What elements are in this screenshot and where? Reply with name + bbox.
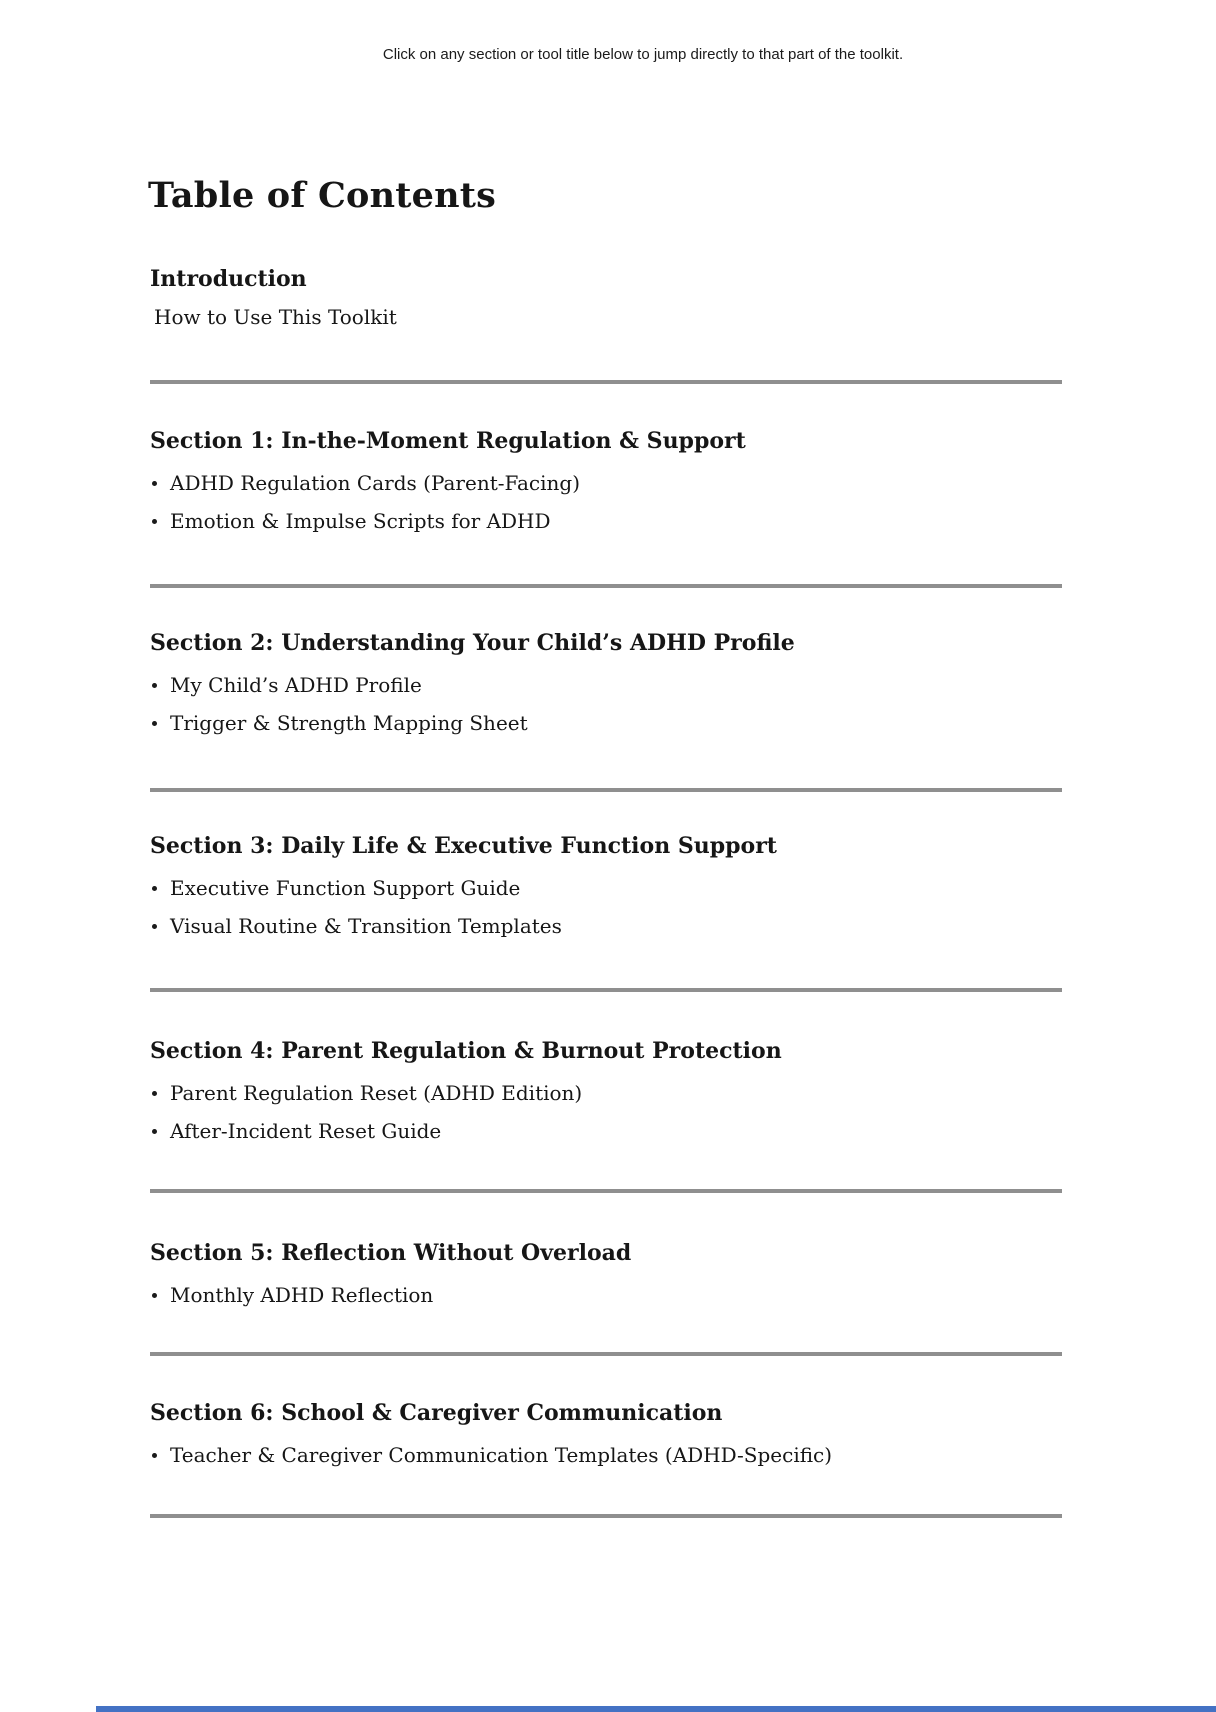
bullet-dot: [152, 886, 157, 891]
toc-link-label: Executive Function Support Guide: [170, 876, 521, 900]
section-divider-4: [150, 988, 1062, 992]
toc-instruction-note: Click on any section or tool title below to jump directly to that part of the toolkit.: [382, 46, 904, 63]
bullet-dot: [152, 1091, 157, 1096]
bullet-dot: [152, 924, 157, 929]
toc-section-3-heading[interactable]: Section 3: Daily Life & Executive Function Support: [150, 833, 777, 859]
toc-link-label: Parent Regulation Reset (ADHD Edition): [170, 1081, 583, 1105]
toc-section-5: [150, 1241, 1062, 1320]
toc-link[interactable]: [152, 913, 1062, 939]
bullet-dot: [152, 1453, 157, 1458]
toc-link[interactable]: [152, 710, 1062, 736]
toc-section-3: [150, 834, 1062, 951]
bullet-dot: [152, 1293, 157, 1298]
bullet-dot: [152, 721, 157, 726]
bullet-dot: [152, 481, 157, 486]
section-divider-2: [150, 584, 1062, 588]
toc-link-how-to-use[interactable]: How to Use This Toolkit: [154, 305, 397, 329]
page-title: Table of Contents: [148, 175, 496, 216]
toc-link-label: ADHD Regulation Cards (Parent-Facing): [170, 471, 581, 495]
toc-intro-heading[interactable]: Introduction: [150, 266, 307, 292]
toc-link-label: Trigger & Strength Mapping Sheet: [170, 711, 528, 735]
toc-link[interactable]: [152, 508, 1062, 534]
next-page-top-edge: [96, 1706, 1216, 1712]
section-divider-3: [150, 788, 1062, 792]
toc-section-1: [150, 429, 1062, 546]
toc-link-label: Monthly ADHD Reflection: [170, 1283, 434, 1307]
toc-section-5-items: [150, 1282, 1062, 1308]
toc-section-2: [150, 631, 1062, 748]
toc-section-1-heading[interactable]: Section 1: In-the-Moment Regulation & Support: [150, 428, 746, 454]
section-divider-5: [150, 1189, 1062, 1193]
toc-section-2-heading[interactable]: Section 2: Understanding Your Child’s ADHD Profile: [150, 630, 795, 656]
toc-link[interactable]: [152, 1080, 1062, 1106]
toc-section-6-items: [150, 1442, 1062, 1468]
toc-link[interactable]: [152, 470, 1062, 496]
toc-section-2-items: [150, 672, 1062, 736]
toc-link-label: Visual Routine & Transition Templates: [170, 914, 562, 938]
toc-link-label: Teacher & Caregiver Communication Templates (ADHD-Specific): [170, 1443, 833, 1467]
toc-section-4: [150, 1039, 1062, 1156]
bullet-dot: [152, 683, 157, 688]
toc-link[interactable]: [152, 1442, 1062, 1468]
section-divider-6: [150, 1352, 1062, 1356]
toc-intro-block: [150, 267, 1062, 330]
toc-section-6: [150, 1401, 1062, 1480]
toc-section-4-heading[interactable]: Section 4: Parent Regulation & Burnout Protection: [150, 1038, 782, 1064]
bullet-dot: [152, 519, 157, 524]
toc-section-4-items: [150, 1080, 1062, 1144]
bullet-dot: [152, 1129, 157, 1134]
toc-link-label: After-Incident Reset Guide: [170, 1119, 442, 1143]
toc-link[interactable]: [152, 875, 1062, 901]
toc-link[interactable]: [152, 1282, 1062, 1308]
toc-section-6-heading[interactable]: Section 6: School & Caregiver Communication: [150, 1400, 723, 1426]
toc-link[interactable]: [152, 1118, 1062, 1144]
toc-section-3-items: [150, 875, 1062, 939]
toc-link-label: My Child’s ADHD Profile: [170, 673, 422, 697]
toc-link[interactable]: [152, 672, 1062, 698]
toc-link-label: Emotion & Impulse Scripts for ADHD: [170, 509, 551, 533]
toc-section-1-items: [150, 470, 1062, 534]
section-divider-1: [150, 380, 1062, 384]
toc-section-5-heading[interactable]: Section 5: Reflection Without Overload: [150, 1240, 632, 1266]
section-divider-7: [150, 1514, 1062, 1518]
